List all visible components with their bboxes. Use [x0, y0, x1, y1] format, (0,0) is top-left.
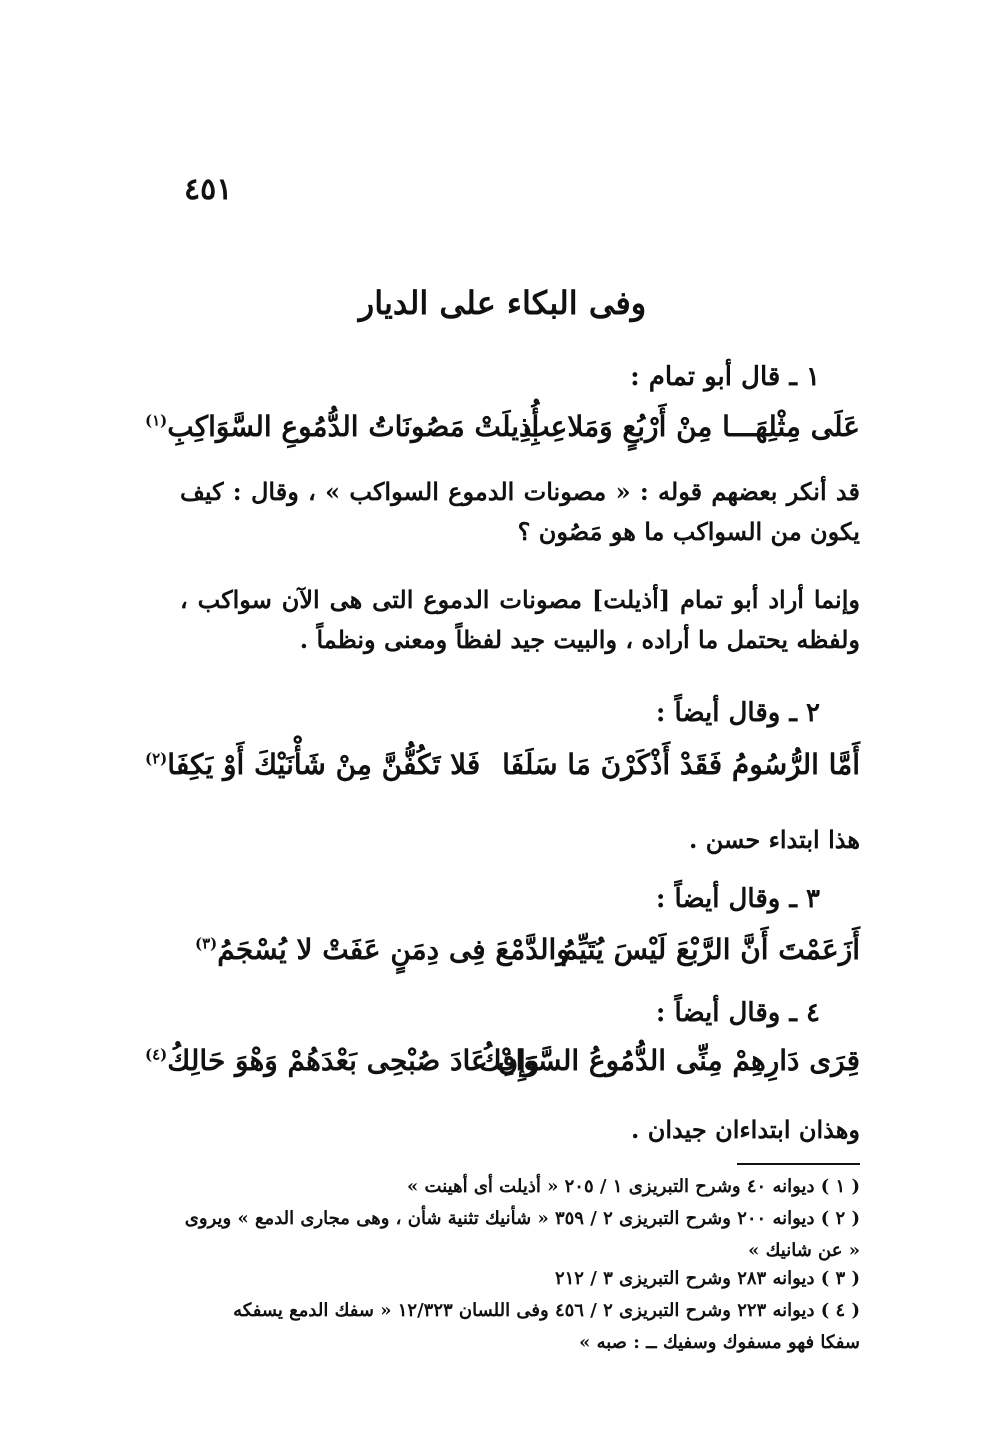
entry-4-heading: ٤ ـ وقال أيضاً : — [655, 998, 820, 1028]
entry-1-footnote-mark: (١) — [145, 411, 168, 430]
entry-4-verse-second-hemistich — [145, 1044, 539, 1077]
entry-1-verse-first-hemistich: عَلَى مِثْلِهَـــا مِنْ أَرْبُعٍ وَمَلاعِبِ — [523, 410, 860, 443]
footnote-1: ( ١ ) ديوانه ٤٠ وشرح التبريزى ١ / ٢٠٥ « أذيلت أى أهينت » — [407, 1176, 860, 1197]
entry-2-commentary: هذا ابتداء حسن . — [689, 825, 860, 854]
footnote-2-continued: « عن شانيك » — [748, 1240, 860, 1261]
entry-3-verse-second-hemistich — [195, 933, 570, 966]
footnote-separator — [737, 1163, 860, 1165]
footnote-2: ( ٢ ) ديوانه ٢٠٠ وشرح التبريزى ٢ / ٣٥٩ « شأنيك تثنية شأن ، وهى مجارى الدمع » ويروى — [184, 1208, 860, 1229]
entry-3-heading: ٣ ـ وقال أيضاً : — [655, 884, 820, 914]
entry-3-verse-second-text: والدَّمْعَ فِى دِمَنٍ عَفَتْ لا يُسْجَمُ — [217, 933, 570, 966]
page-number: ٤٥١ — [184, 172, 233, 207]
entry-2-verse-second-hemistich — [145, 748, 480, 781]
entry-4-commentary: وهذان ابتداءان جيدان . — [631, 1115, 860, 1144]
entry-2-heading: ٢ ـ وقال أيضاً : — [655, 698, 820, 728]
entry-4-footnote-mark: (٤) — [145, 1045, 168, 1064]
entry-2-verse-second-text: فَلا تَكُفُّنَّ مِنْ شَأْنَيْكَ أَوْ يَكِفَا — [167, 748, 481, 781]
entry-4-verse-first-hemistich: قِرَى دَارِهِمْ مِنِّى الدُّمُوعُ السَّوَافِكُ — [478, 1044, 860, 1077]
entry-2-footnote-mark: (٢) — [145, 749, 168, 768]
footnote-4-continued: سفكا فهو مسفوك وسفيك ــ : صبه » — [579, 1332, 860, 1353]
entry-2-verse-first-hemistich: أَمَّا الرُّسُومُ فَقَدْ أَذْكَرْنَ مَا سَلَفَا — [502, 748, 860, 781]
entry-3-footnote-mark: (٣) — [195, 934, 218, 953]
entry-1-verse-second-hemistich — [145, 410, 539, 443]
entry-1-commentary-2: وإنما أراد أبو تمام [أذيلت] مصونات الدموع التى هى الآن سواكب ، ولفظه يحتمل ما أراده ، والبيت جيد لفظاً ومعنى ونظماً . — [180, 585, 860, 654]
entry-1-commentary-1: قد أنكر بعضهم قوله : « مصونات الدموع السواكب » ، وقال : كيف يكون من السواكب ما هو مَصُون ؟ — [180, 477, 860, 546]
entry-1-heading: ١ ـ قال أبو تمام : — [630, 362, 820, 392]
footnote-4: ( ٤ ) ديوانه ٢٢٣ وشرح التبريزى ٢ / ٤٥٦ وفى اللسان ١٢/٣٢٣ « سفك الدمع يسفكه — [233, 1300, 860, 1321]
entry-3-verse-first-hemistich: أَزَعَمْتَ أَنَّ الرَّبْعَ لَيْسَ يُتَيِّمُ — [560, 933, 860, 966]
footnote-3: ( ٣ ) ديوانه ٢٨٣ وشرح التبريزى ٣ / ٢١٢ — [554, 1268, 860, 1289]
section-title: وفى البكاء على الديار — [358, 284, 647, 322]
entry-1-verse-second-text: أُذِيلَتْ مَصُونَاتُ الدُّمُوعِ السَّوَاكِبِ — [167, 410, 540, 443]
entry-4-verse-second-text: وَإِنْ عَادَ صُبْحِى بَعْدَهُمْ وَهْوَ حَالِكُ — [167, 1044, 540, 1077]
